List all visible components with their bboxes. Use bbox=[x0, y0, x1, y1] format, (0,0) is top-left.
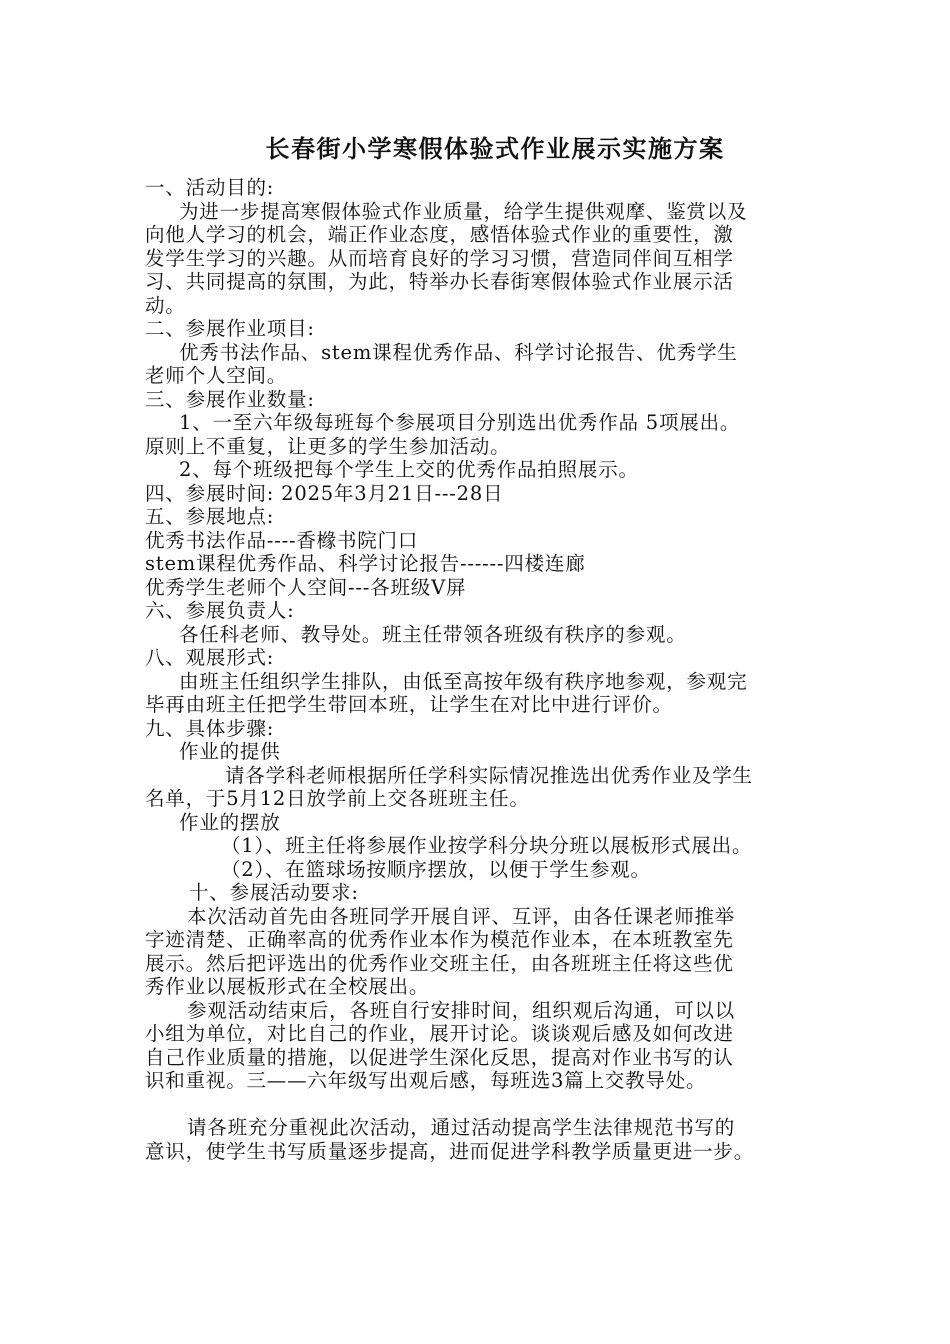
section-8-heading: 八、观展形式: bbox=[145, 646, 275, 669]
section-5-heading: 五、参展地点: bbox=[145, 505, 275, 528]
step-2-item-1: （1）、班主任将参展作业按学科分块分班以展板形式展出。 bbox=[221, 834, 753, 857]
section-3-item-1: 1、一至六年级每班每个参展项目分别选出优秀作品 5项展出。 原则上不重复，让更多的学生参加活动。 bbox=[145, 411, 741, 458]
section-9-heading: 九、具体步骤: bbox=[145, 716, 275, 740]
section-6-body: 各任科老师、教导处。班主任带领各班级有秩序的参观。 bbox=[179, 622, 687, 646]
section-10-paragraph-1: 本次活动首先由各班同学开展自评、互评，由各任课老师推举 字迹清楚、正确率高的优秀作业本作为模范作业本，在本班教室先 展示。然后把评选出的优秀作业交班主任，由各班班主任将这些优 秀作业以展板形式在全校展出。 bbox=[145, 904, 736, 998]
location-3: 优秀学生老师个人空间---各班级Ⅴ屏 bbox=[145, 575, 467, 599]
step-2-item-2: （2）、在篮球场按顺序摆放，以便于学生参观。 bbox=[221, 857, 651, 881]
section-3-heading: 三、参展作业数量: bbox=[145, 387, 315, 411]
step-1-title: 作业的提供 bbox=[179, 740, 281, 763]
section-10-heading: 十、参展活动要求: bbox=[189, 881, 359, 904]
section-1-body: 为进一步提高寒假体验式作业质量，给学生提供观摩、鉴赏以及 向他人学习的机会，端正作业态度，感悟体验式作业的重要性，激 发学生学习的兴趣。从而培育良好的学习习惯，营造同伴间互相学 习、共同提高的氛围，为此，特举办长春街寒假体验式作业展示活 动。 bbox=[145, 199, 748, 317]
document-title: 长春街小学寒假体验式作业展示实施方案 bbox=[265, 134, 725, 163]
closing-paragraph: 请各班充分重视此次活动，通过活动提高学生法律规范书写的 意识，使学生书写质量逐步提高，进而促进学科教学质量更进一步。 bbox=[145, 1116, 755, 1163]
section-6-heading: 六、参展负责人: bbox=[145, 599, 295, 622]
step-2-title: 作业的摆放 bbox=[179, 810, 281, 834]
section-2-body: 优秀书法作品、stem课程优秀作品、科学讨论报告、优秀学生 老师个人空间。 bbox=[145, 340, 738, 387]
section-2-heading: 二、参展作业项目: bbox=[145, 317, 315, 340]
section-1-heading: 一、活动目的: bbox=[145, 176, 275, 199]
section-3-item-2: 2、每个班级把每个学生上交的优秀作品拍照展示。 bbox=[179, 458, 639, 481]
spacer bbox=[145, 1093, 835, 1117]
section-10-paragraph-2: 参观活动结束后，各班自行安排时间，组织观后沟通，可以以 小组为单位，对比自己的作业，展开讨论。谈谈观后感及如何改进 自己作业质量的措施，以促进学生深化反思，提高对作业书写的认 识和重视。三——六年级写出观后感，每班选3篇上交教导处。 bbox=[145, 998, 736, 1092]
location-1: 优秀书法作品----香橼书院门口 bbox=[145, 528, 419, 552]
section-4-heading: 四、参展时间: 2025年3月21日---28日 bbox=[145, 481, 504, 505]
location-2: stem课程优秀作品、科学讨论报告------四楼连廊 bbox=[145, 552, 586, 575]
section-8-body: 由班主任组织学生排队，由低至高按年级有秩序地参观，参观完 毕再由班主任把学生带回本班，让学生在对比中进行评价。 bbox=[145, 669, 748, 716]
document-page bbox=[145, 130, 835, 1163]
step-1-body: 请各学科老师根据所任学科实际情况推选出优秀作业及学生 名单，于5月12日放学前上交各班班主任。 bbox=[145, 763, 753, 810]
